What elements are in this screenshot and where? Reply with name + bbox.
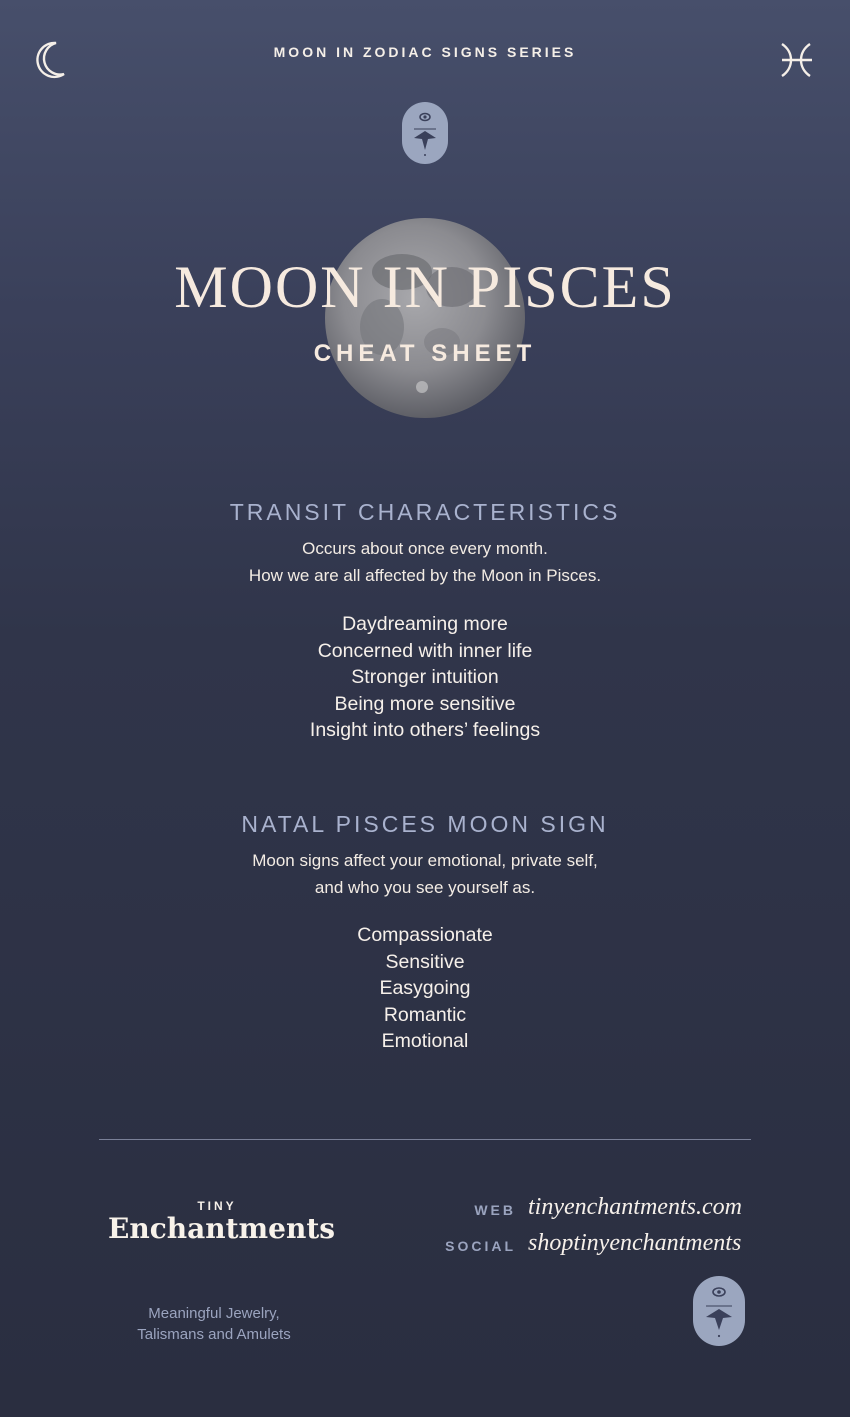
tagline-line: Talismans and Amulets (137, 1326, 291, 1343)
transit-intro (0, 535, 850, 589)
social-label: SOCIAL (445, 1238, 516, 1254)
natal-intro (0, 847, 850, 901)
emblem-icon (693, 1276, 745, 1346)
pisces-symbol-icon (778, 40, 814, 80)
list-item: Being more sensitive (334, 692, 516, 715)
footer-divider (99, 1139, 751, 1140)
page-subtitle: CHEAT SHEET (313, 340, 537, 367)
list-item: Daydreaming more (342, 613, 508, 635)
transit-traits-list (0, 611, 850, 744)
brand-logo-small: TINY (197, 1199, 237, 1213)
brand-logo: Enchantments (108, 1212, 336, 1245)
series-title: MOON IN ZODIAC SIGNS SERIES (273, 44, 577, 60)
natal-traits-list (0, 922, 850, 1055)
list-item: Concerned with inner life (317, 639, 533, 662)
web-link[interactable]: tinyenchantments.com (528, 1194, 742, 1220)
list-item: Insight into others’ feelings (309, 719, 541, 741)
list-item: Easygoing (379, 977, 471, 999)
page-title: MOON IN PISCES (174, 254, 676, 320)
list-item: Stronger intuition (351, 666, 499, 688)
transit-intro-line: Occurs about once every month. (302, 539, 548, 558)
brand-tagline (110, 1303, 318, 1345)
natal-intro-line: and who you see yourself as. (314, 878, 536, 897)
brand-emblem-badge (693, 1276, 745, 1346)
transit-intro-line: How we are all affected by the Moon in Pisces. (248, 566, 602, 585)
web-label: WEB (474, 1202, 516, 1218)
list-item: Romantic (383, 1003, 467, 1026)
list-item: Emotional (381, 1030, 469, 1052)
transit-heading: TRANSIT CHARACTERISTICS (229, 499, 621, 525)
list-item: Sensitive (385, 950, 465, 973)
natal-intro-line: Moon signs affect your emotional, private self, (252, 851, 598, 870)
natal-heading: NATAL PISCES MOON SIGN (241, 811, 609, 837)
emblem-icon (402, 102, 448, 164)
social-link[interactable]: shoptinyenchantments (528, 1230, 742, 1256)
list-item: Compassionate (357, 924, 493, 946)
brand-emblem-badge (402, 102, 448, 164)
tagline-line: Meaningful Jewelry, (148, 1305, 280, 1322)
